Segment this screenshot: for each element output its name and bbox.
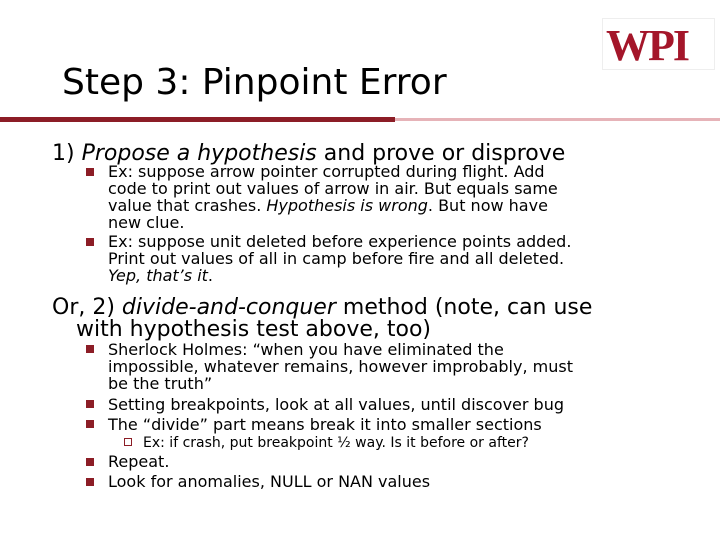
bullet-text: . bbox=[207, 266, 213, 285]
square-bullet-icon bbox=[86, 345, 94, 353]
sub-bullet-text: Ex: if crash, put breakpoint ½ way. Is it before or after? bbox=[143, 435, 529, 451]
square-bullet-icon bbox=[86, 420, 94, 428]
section1-bullet-2 bbox=[108, 233, 668, 284]
bullet-line: Ex: suppose arrow pointer corrupted during flight. Add bbox=[108, 162, 545, 181]
hollow-bullet-icon bbox=[124, 438, 132, 446]
slide-title: Step 3: Pinpoint Error bbox=[62, 62, 447, 103]
bullet-line: Print out values of all in camp before fire and all deleted. bbox=[108, 249, 565, 268]
square-bullet-icon bbox=[86, 478, 94, 486]
bullet-line: be the truth” bbox=[108, 374, 213, 393]
bullet-line bbox=[108, 267, 668, 284]
bullet-text: value that crashes. bbox=[108, 196, 267, 215]
section1-prefix: 1) bbox=[52, 141, 82, 166]
bullet-line: Sherlock Holmes: “when you have eliminated the bbox=[108, 340, 504, 359]
square-bullet-icon bbox=[86, 400, 94, 408]
bullet-line: Setting breakpoints, look at all values, until discover bug bbox=[108, 395, 564, 414]
hypothesis-wrong-text: Hypothesis is wrong bbox=[266, 196, 428, 215]
section2-bullet-4 bbox=[108, 453, 668, 470]
yep-text: Yep, that’s it bbox=[108, 266, 208, 285]
bullet-text: . But now have bbox=[427, 196, 548, 215]
section2-bullet-2 bbox=[108, 396, 668, 413]
section2-rest: method (note, can use bbox=[335, 295, 593, 320]
section2-heading-line2: with hypothesis test above, too) bbox=[76, 317, 432, 342]
bullet-line: The “divide” part means break it into smaller sections bbox=[108, 415, 542, 434]
bullet-line bbox=[108, 197, 668, 214]
wpi-logo: WPI bbox=[606, 21, 688, 70]
section2-heading bbox=[52, 297, 592, 319]
section1-bullet-1 bbox=[108, 163, 668, 231]
bullet-line: code to print out values of arrow in air. But equals same bbox=[108, 179, 558, 198]
bullet-line: Repeat. bbox=[108, 452, 170, 471]
section2-bullet-5 bbox=[108, 473, 668, 490]
title-divider-dark bbox=[0, 117, 395, 122]
section1-italic: Propose a hypothesis bbox=[81, 141, 317, 166]
square-bullet-icon bbox=[86, 168, 94, 176]
bullet-line: impossible, whatever remains, however improbably, must bbox=[108, 357, 573, 376]
bullet-line: Ex: suppose unit deleted before experience points added. bbox=[108, 232, 572, 251]
section1-rest: and prove or disprove bbox=[316, 141, 566, 166]
section2-bullet-3 bbox=[108, 416, 668, 433]
section2-italic: divide-and-conquer bbox=[121, 295, 336, 320]
title-divider bbox=[0, 117, 720, 122]
bullet-line: new clue. bbox=[108, 213, 185, 232]
square-bullet-icon bbox=[86, 238, 94, 246]
square-bullet-icon bbox=[86, 458, 94, 466]
bullet-line: Look for anomalies, NULL or NAN values bbox=[108, 472, 431, 491]
title-divider-light bbox=[395, 118, 720, 121]
section2-bullet-1 bbox=[108, 341, 668, 392]
section2-prefix: Or, 2) bbox=[52, 295, 122, 320]
